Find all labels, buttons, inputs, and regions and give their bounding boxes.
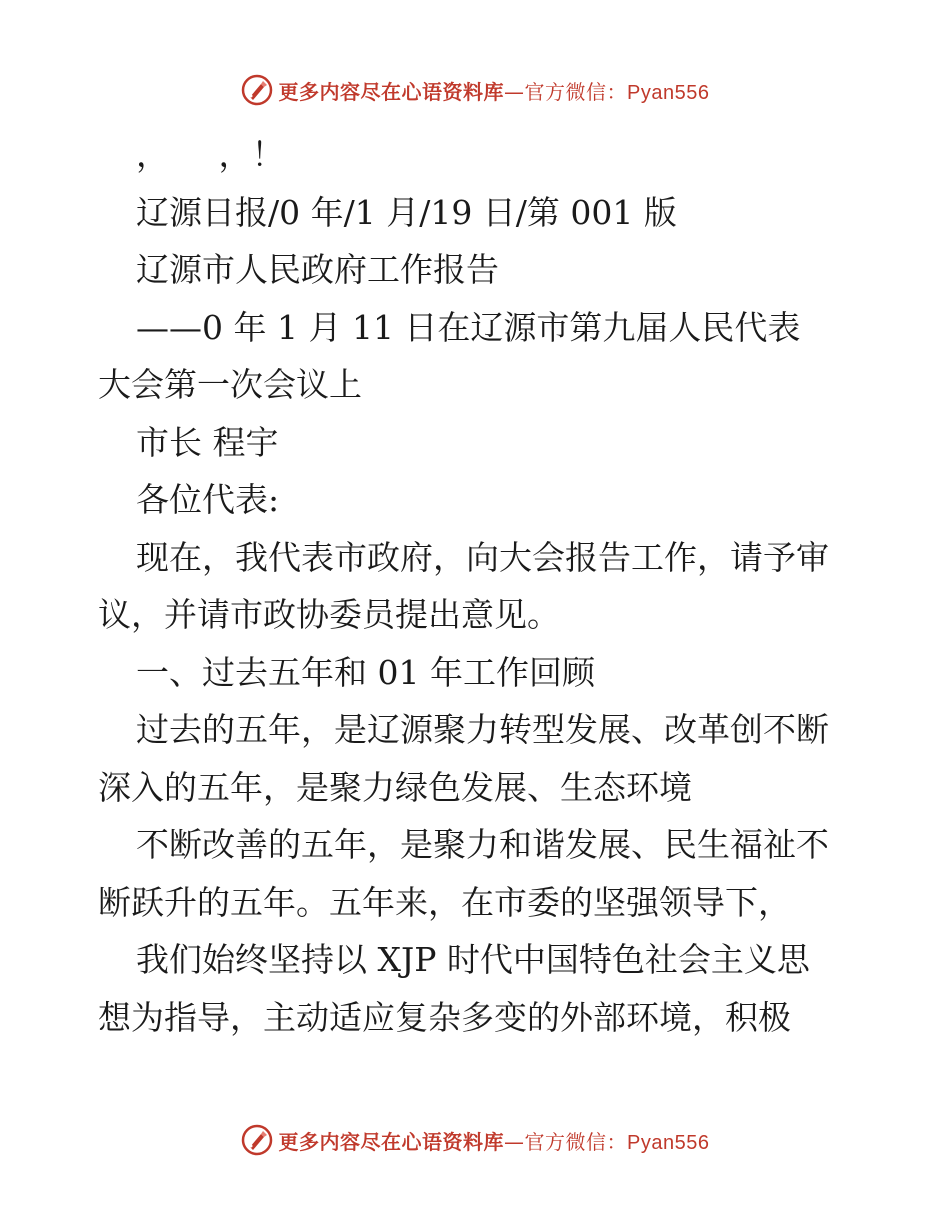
watermark-text: [279, 1126, 710, 1155]
text-line: 一、过去五年和 01 年工作回顾: [136, 652, 595, 692]
watermark-brand: 更多内容尽在心语资料库: [278, 79, 505, 104]
watermark-label: 官方微信：: [524, 1129, 628, 1154]
text-line: 市长 程宇: [136, 422, 279, 462]
text-line: 现在，我代表市政府，向大会报告工作，请予审: [136, 537, 829, 577]
text-line: ——0 年 1 月 11 日在辽源市第九届人民代表: [136, 307, 801, 347]
text-line: 我们始终坚持以 XJP 时代中国特色社会主义思: [136, 940, 810, 979]
text-line: 大会第一次会议上: [98, 365, 362, 404]
watermark-label: 官方微信：: [524, 79, 628, 104]
watermark-dash: —: [504, 79, 525, 104]
watermark-brand: 更多内容尽在心语资料库: [278, 1129, 505, 1154]
text-line: ， ，！: [136, 135, 285, 174]
header-watermark: [0, 70, 950, 110]
text-line: 深入的五年，是聚力绿色发展、生态环境: [98, 767, 692, 807]
watermark-handle: Pyan556: [627, 1131, 710, 1154]
text-line: 不断改善的五年，是聚力和谐发展、民生福祉不: [136, 825, 829, 864]
watermark-text: [279, 76, 710, 105]
text-line: 辽源市人民政府工作报告: [136, 250, 499, 289]
text-line: 各位代表:: [136, 480, 280, 519]
footer-watermark: [0, 1120, 950, 1160]
text-line: 辽源日报/0 年/1 月/19 日/第 001 版: [136, 192, 677, 232]
watermark-handle: Pyan556: [627, 81, 710, 104]
text-line: 断跃升的五年。五年来，在市委的坚强领导下，: [98, 882, 791, 922]
text-line: 想为指导，主动适应复杂多变的外部环境，积极: [98, 997, 791, 1037]
pen-logo-icon: [241, 1124, 273, 1156]
text-line: 过去的五年，是辽源聚力转型发展、改革创不断: [136, 710, 829, 749]
document-body: [98, 126, 858, 1046]
watermark-dash: —: [504, 1129, 525, 1154]
text-line: 议，并请市政协委员提出意见。: [98, 595, 560, 634]
pen-logo-icon: [241, 74, 273, 106]
